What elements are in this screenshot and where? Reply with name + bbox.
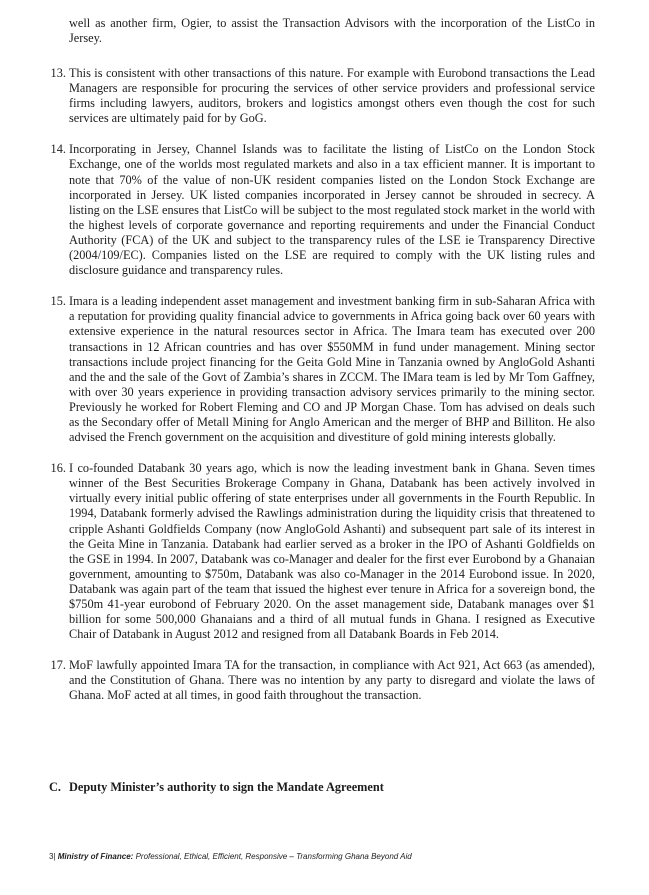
page-footer (49, 852, 412, 861)
paragraph-17: 17. MoF lawfully appointed Imara TA for the transaction, in compliance with Act 921, Act 663 (as amended), and the Constitution of Ghana. There was no intention by any party to disregard and violate the laws of Ghana. MoF acted at all times, in good faith throughout the transaction. (69, 658, 595, 703)
footer-tagline: Professional, Ethical, Efficient, Responsive – Transforming Ghana Beyond Aid (135, 852, 412, 861)
numbered-paragraph-list (20, 66, 595, 704)
footer-separator: | (53, 852, 56, 861)
paragraph-13: 13. This is consistent with other transactions of this nature. For example with Eurobond transactions the Lead Managers are responsible for procuring the services of other service providers and professional service firms including lawyers, auditors, brokers and logistics amongst others even though the cost for such services are ultimately paid for by GoG. (69, 66, 595, 126)
page-number: 3 (49, 852, 54, 861)
section-heading (49, 780, 384, 795)
paragraph-14: 14. Incorporating in Jersey, Channel Islands was to facilitate the listing of ListCo on the London Stock Exchange, one of the worlds most regulated markets and also in a tax efficient manner. It is important to note that 70% of the value of non-UK resident companies listed on the London Stock Exchange are incorporated in Jersey. UK listed companies incorporated in Jersey cannot be shrouded in secrecy. A listing on the LSE ensures that ListCo will be subject to the most regulated stock market in the world with the highest levels of corporate governance and reporting requirements and under the Financial Conduct Authority (FCA) of the UK and subject to the transparency rules of the LSE ie Transparency Directive (2004/109/EC). Companies listed on the LSE are required to comply with the UK listing rules and disclosure guidance and transparency rules. (69, 142, 595, 278)
continuation-paragraph: well as another firm, Ogier, to assist the Transaction Advisors with the incorporation of the ListCo in Jersey. (69, 16, 595, 46)
section-letter: C. (49, 780, 61, 794)
section-title: Deputy Minister’s authority to sign the Mandate Agreement (69, 780, 384, 794)
paragraph-15: 15. Imara is a leading independent asset management and investment banking firm in sub-Saharan Africa with a reputation for providing quality financial advice to governments in Africa going back over 60 years with extensive experience in the natural resources sector in Africa. The Imara team has executed over 200 transactions in 12 African countries and has over $550MM in fund under management. Mining sector transactions include project financing for the Geita Gold Mine in Tanzania owned by AngloGold Ashanti and the and the sale of the Govt of Zambia’s shares in ZCCM. The IMara team is led by Mr Tom Gaffney, with over 30 years experience in providing transaction advisory services primarily to the mining sector. Previously he worked for Robert Fleming and CO and JP Morgan Chase. Tom has advised on deals such as the Secondary offer of Metall Mining for Anglo American and the merger of BHP and Billiton. He also advised the French government on the acquisition and divestiture of gold mining interests globally. (69, 294, 595, 445)
footer-ministry: Ministry of Finance: (57, 852, 134, 861)
paragraph-16: 16. I co-founded Databank 30 years ago, which is now the leading investment bank in Ghana. Seven times winner of the Best Securities Brokerage Company in Ghana, Databank has been actively involved in virtually every initial public offering of state enterprises under all governments in the Fourth Republic. In 1994, Databank formerly advised the Rawlings administration during the liquidity crisis that threatened to cripple Ashanti Goldfields Company (now AngloGold Ashanti) and subsequent part sale of its interest in the Geita Mine in Tanzania. Databank had earlier served as a broker in the IPO of Ashanti Goldfields on the GSE in 1994. In 2007, Databank was co-Manager and dealer for the first ever Eurobond by a Ghanaian government, amounting to $750m, Databank was also co-Manager in the 2014 Eurobond issue. In 2020, Databank was again part of the team that issued the highest ever tenure in Africa for a sovereign bond, the $750m 41-year eurobond of February 2020. On the asset management side, Databank manages over $1 billion for some 500,000 Ghanaians and a third of all mutual funds in Ghana. I resigned as Executive Chair of Databank in August 2012 and resigned from all Databank Boards in Feb 2014. (69, 461, 595, 642)
